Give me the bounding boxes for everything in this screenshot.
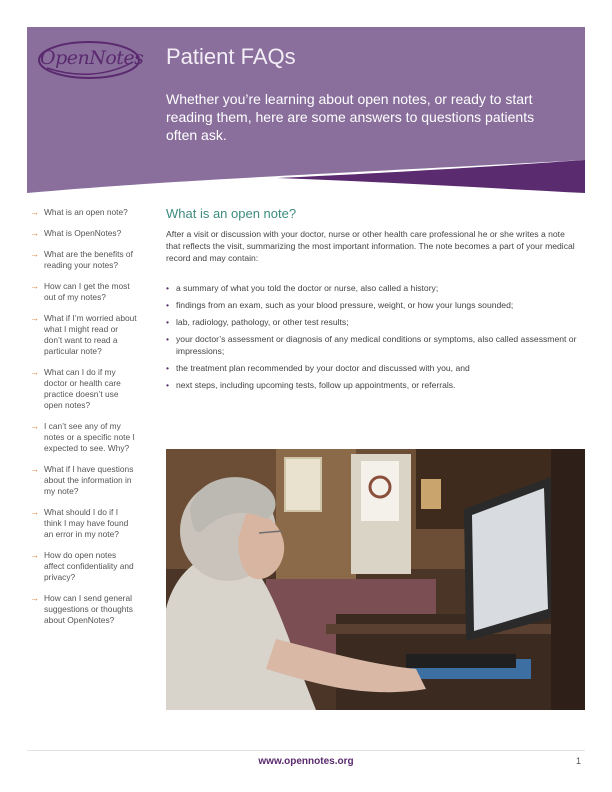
bullet-item: • findings from an exam, such as your blood pressure, weight, or how your lungs sounded; [166, 299, 578, 311]
arrow-icon: → [30, 464, 39, 474]
section-paragraph: After a visit or discussion with your doctor, nurse or other health care professional he or she writes a note that reflects the visit, summarizing the most important information. The note becomes a part of your medical record and may contain: [166, 229, 575, 263]
nav-item-benefits[interactable]: → What are the benefits of reading your notes? [30, 249, 133, 270]
logo-text: OpenNotes [40, 47, 144, 69]
arrow-icon: → [30, 421, 39, 431]
page-number: 1 [576, 756, 582, 766]
arrow-icon: → [30, 507, 39, 517]
arrow-icon: → [30, 249, 39, 259]
nav-item-practice[interactable]: → What can I do if my doctor or health care practice doesn’t use open notes? [30, 367, 121, 410]
bullet-list [166, 282, 578, 396]
nav-item-cant-see[interactable]: → I can’t see any of my notes or a specific note I expected to see. Why? [30, 421, 135, 453]
arrow-icon: → [30, 367, 39, 377]
nav-item-worried[interactable]: → What if I’m worried about what I might read or don’t want to read a particular note? [30, 313, 137, 356]
arrow-icon: → [30, 593, 39, 603]
banner-curve [27, 150, 585, 195]
bullet-item: • lab, radiology, pathology, or other test results; [166, 316, 578, 328]
nav-item-opennotes[interactable]: → What is OpenNotes? [30, 228, 122, 238]
nav-item-error[interactable]: → What should I do if I think I may have found an error in my note? [30, 507, 129, 539]
nav-item-open-note[interactable]: → What is an open note? [30, 207, 128, 217]
faq-nav [30, 207, 138, 636]
photo-woman-at-computer [166, 449, 585, 710]
footer-url-link[interactable]: www.opennotes.org [258, 756, 354, 767]
section-heading: What is an open note? [166, 206, 297, 221]
nav-item-suggestions[interactable]: → How can I send general suggestions or thoughts about OpenNotes? [30, 593, 133, 625]
bullet-item: • next steps, including upcoming tests, follow up appointments, or referrals. [166, 379, 578, 391]
intro-text: Whether you’re learning about open notes, or ready to start reading them, here are some answers to questions patients often ask. [166, 91, 535, 143]
nav-item-privacy[interactable]: → How do open notes affect confidentiality and privacy? [30, 550, 134, 582]
arrow-icon: → [30, 313, 39, 323]
bullet-item: • your doctor’s assessment or diagnosis of any medical conditions or symptoms, also called assessment or impressions; [166, 333, 578, 357]
page-title: Patient FAQs [166, 44, 296, 69]
nav-item-questions[interactable]: → What if I have questions about the information in my note? [30, 464, 134, 496]
arrow-icon: → [30, 281, 39, 291]
arrow-icon: → [30, 207, 39, 217]
arrow-icon: → [30, 550, 39, 560]
bullet-item: • the treatment plan recommended by your doctor and discussed with you, and [166, 362, 578, 374]
nav-item-most-out[interactable]: → How can I get the most out of my notes? [30, 281, 130, 302]
bullet-item: • a summary of what you told the doctor or nurse, also called a history; [166, 282, 578, 294]
arrow-icon: → [30, 228, 39, 238]
footer-divider [27, 750, 585, 751]
